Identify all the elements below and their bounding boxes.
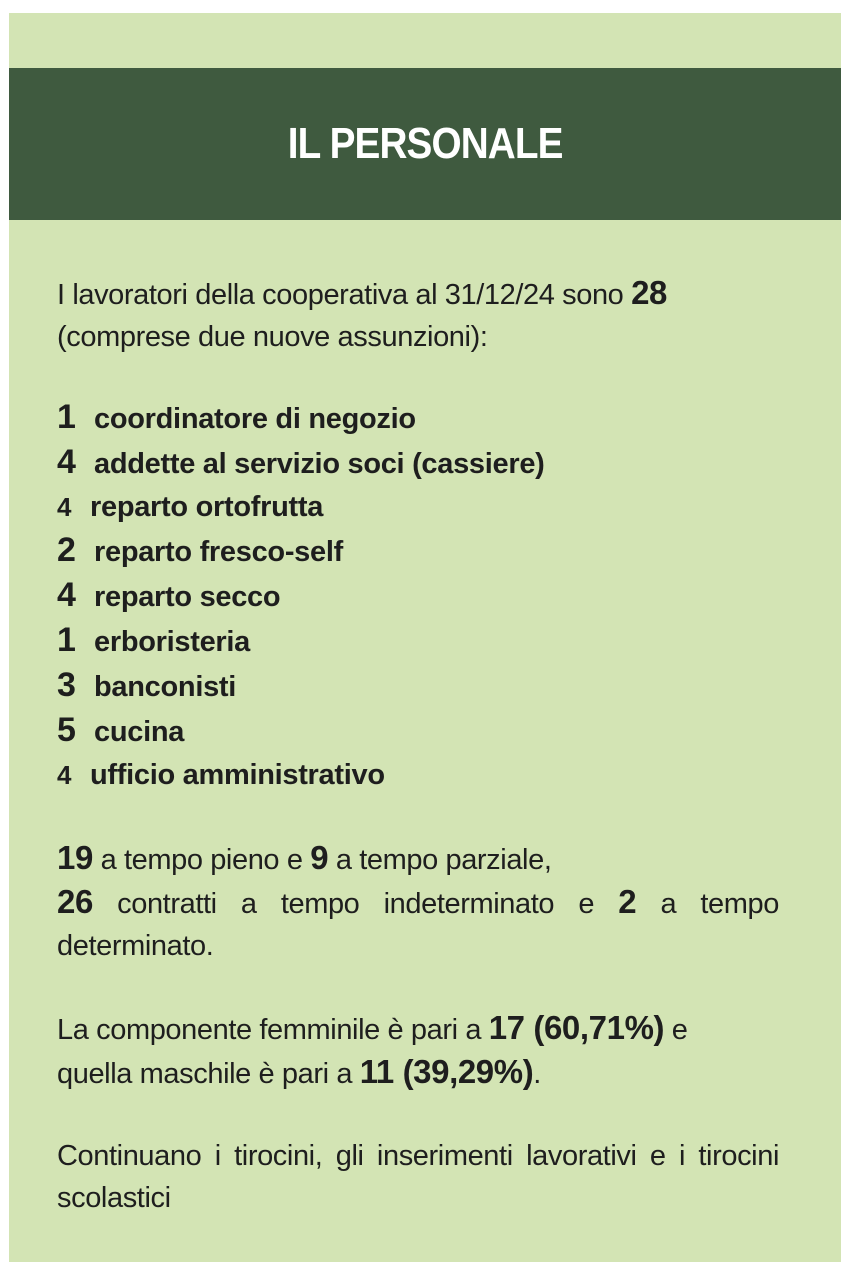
role-count: 4 <box>57 443 76 481</box>
list-item <box>57 574 779 619</box>
fixed-term-text: a tempo determinato. <box>57 888 779 962</box>
role-label: reparto fresco-self <box>94 536 343 568</box>
header-bar <box>9 68 841 220</box>
fixed-term-count: 2 <box>618 883 637 920</box>
full-time-text: a tempo pieno e <box>92 844 311 876</box>
permanent-count: 26 <box>57 883 93 920</box>
contracts-paragraph <box>57 837 779 967</box>
female-text: La componente femminile è pari a <box>57 1014 489 1046</box>
male-value: 11 (39,29%) <box>359 1053 534 1090</box>
role-label: addette al servizio soci (cassiere) <box>94 448 545 480</box>
permanent-text: contratti a tempo indeterminato e <box>92 888 619 920</box>
page-title: IL PERSONALE <box>287 119 563 168</box>
intro-paragraph <box>57 272 779 358</box>
role-count: 4 <box>57 492 72 522</box>
full-time-count: 19 <box>57 839 93 876</box>
role-label: banconisti <box>94 671 237 703</box>
list-item <box>57 709 779 754</box>
role-count: 3 <box>57 666 76 704</box>
roles-list <box>57 396 779 797</box>
intro-text: I lavoratori della cooperativa al 31/12/24 sono <box>57 279 632 311</box>
role-label: reparto secco <box>94 581 281 613</box>
list-item <box>57 396 779 441</box>
role-count: 4 <box>57 576 76 614</box>
closing-paragraph <box>57 1135 779 1219</box>
list-item <box>57 664 779 709</box>
gender-paragraph <box>57 1007 779 1095</box>
role-label: erboristeria <box>94 626 250 658</box>
list-item <box>57 529 779 574</box>
role-label: coordinatore di negozio <box>94 403 416 435</box>
male-text: quella maschile è pari a <box>57 1058 360 1090</box>
role-count: 2 <box>57 531 76 569</box>
list-item <box>57 619 779 664</box>
role-count: 4 <box>57 760 72 790</box>
male-after: . <box>533 1058 541 1090</box>
role-label: reparto ortofrutta <box>90 491 324 523</box>
role-count: 5 <box>57 711 76 749</box>
role-count: 1 <box>57 398 76 436</box>
total-workers: 28 <box>631 274 667 311</box>
closing-text: Continuano i tirocini, gli inserimenti lavorativi e i tirocini scolastici <box>57 1140 779 1214</box>
part-time-count: 9 <box>310 839 329 876</box>
content-body <box>57 272 779 1219</box>
role-count: 1 <box>57 621 76 659</box>
role-label: ufficio amministrativo <box>90 759 385 791</box>
list-item <box>57 486 779 529</box>
female-after: e <box>664 1014 688 1046</box>
intro-note: (comprese due nuove assunzioni): <box>57 321 488 353</box>
list-item <box>57 441 779 486</box>
female-value: 17 (60,71%) <box>488 1009 665 1046</box>
part-time-text: a tempo parziale, <box>328 844 552 876</box>
role-label: cucina <box>94 716 185 748</box>
list-item <box>57 754 779 797</box>
